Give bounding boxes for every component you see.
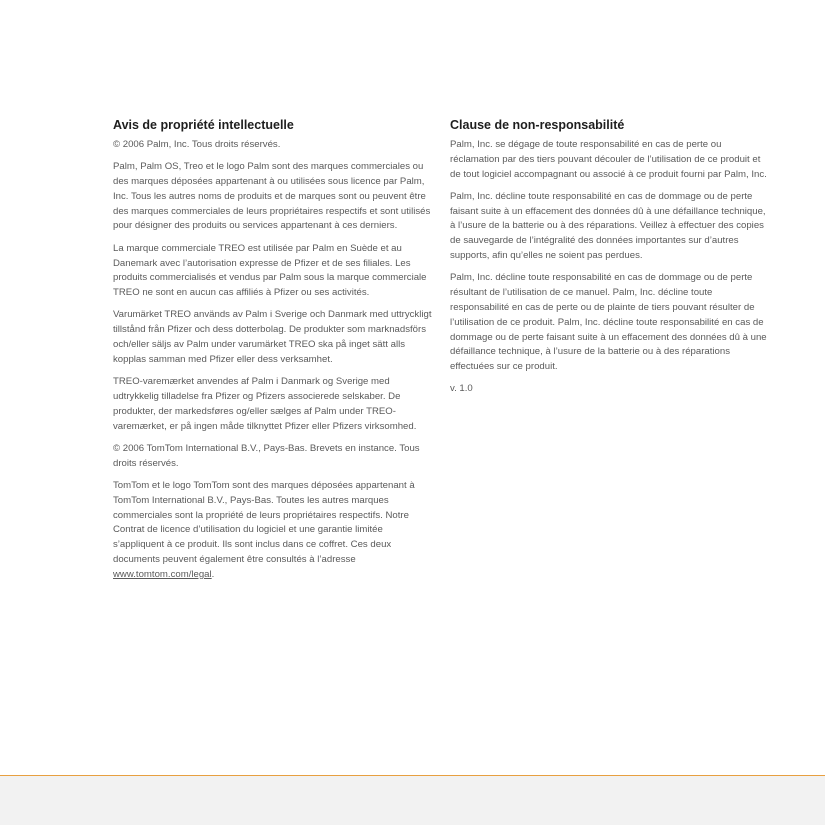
ip-notice-heading: Avis de propriété intellectuelle xyxy=(113,118,294,132)
disclaimer-column xyxy=(450,117,772,405)
treo-trademark-sv: Varumärket TREO används av Palm i Sverige och Danmark med uttryckligt tillstånd från Pfizer och dess dotterbolag. De produkter som marknadsförs och/eller säljs av Palm under varumärket TREO ska på inget sätt alls kopplas samman med Pfizer eller dess verksamhet. xyxy=(113,309,432,365)
palm-trademarks: Palm, Palm OS, Treo et le logo Palm sont des marques commerciales ou des marques déposées appartenant à ou utilisées sous licence par Palm, Inc. Tous les autres noms de produits et de marques sont ou peuvent être des marques commerciales de leurs propriétaires respectifs et sont utilisés pour désigner des produits ou services appartenant à ces derniers. xyxy=(113,161,431,232)
disclaimer-heading: Clause de non-responsabilité xyxy=(450,118,625,132)
copyright-tomtom: © 2006 TomTom International B.V., Pays-Bas. Brevets en instance. Tous droits réservés. xyxy=(113,442,420,469)
copyright-palm: © 2006 Palm, Inc. Tous droits réservés. xyxy=(113,139,281,150)
disclaimer-para-1: Palm, Inc. se dégage de toute responsabilité en cas de perte ou réclamation par des tiers pouvant découler de l’utilisation de ce produit et de tout logiciel accompagnant ou associé à ce produit fourni par Palm, Inc. xyxy=(450,139,767,180)
ip-notice-column xyxy=(113,117,435,590)
version-label: v. 1.0 xyxy=(450,383,473,395)
disclaimer-para-3: Palm, Inc. décline toute responsabilité en cas de dommage ou de perte résultant de l’utilisation de ce manuel. Palm, Inc. décline toute responsabilité en cas de perte ou de plainte de tiers pouvant résulter de l’utilisation de ce produit. Palm, Inc. décline toute responsabilité en cas de dommage ou de perte faisant suite à un effacement des données dû à une défaillance technique, à l’usure de la batterie ou à des réparations effectuées sur ce produit. xyxy=(450,272,767,373)
treo-trademark-da: TREO-varemærket anvendes af Palm i Danmark og Sverige med udtrykkelig tilladelse fra Pfizer og Pfizers associerede selskaber. De produkter, der markedsføres og/eller sælges af Palm under TREO-varemærket, er på ingen måde tilknyttet Pfizer eller Pfizers virksomhed. xyxy=(113,376,417,432)
disclaimer-para-2: Palm, Inc. décline toute responsabilité en cas de dommage ou de perte faisant suite à un effacement des données dû à une défaillance technique, à l’usure de la batterie ou à des réparations. Veillez à effectuer des copies de sauvegarde de l’intégralité des données importantes sur d’autres supports, afin qu’elles ne soient pas perdues. xyxy=(450,190,766,262)
treo-trademark-fr: La marque commerciale TREO est utilisée par Palm en Suède et au Danemark avec l’autorisation expresse de Pfizer et de ses filiales. Les produits commercialisés et vendus par Palm sous la marque commerciale TREO ne sont en aucun cas affiliés à Pfizer ou ses activités. xyxy=(113,242,427,299)
tomtom-link-suffix: . xyxy=(211,568,215,580)
tomtom-legal-link[interactable]: www.tomtom.com/legal xyxy=(113,568,212,580)
footer-band xyxy=(0,776,825,825)
tomtom-trademarks-text: TomTom et le logo TomTom sont des marques déposées appartenant à TomTom International B.V., Pays-Bas. Toutes les autres marques commerciales sont la propriété de leurs propriétaires respectifs. Notre Contrat de licence d’utilisation du logiciel et une garantie limitée s’appliquent à ce produit. Ils sont inclus dans ce coffret. Ces deux documents peuvent également être consultés à l’adresse xyxy=(113,479,415,565)
tomtom-trademarks xyxy=(113,479,435,583)
